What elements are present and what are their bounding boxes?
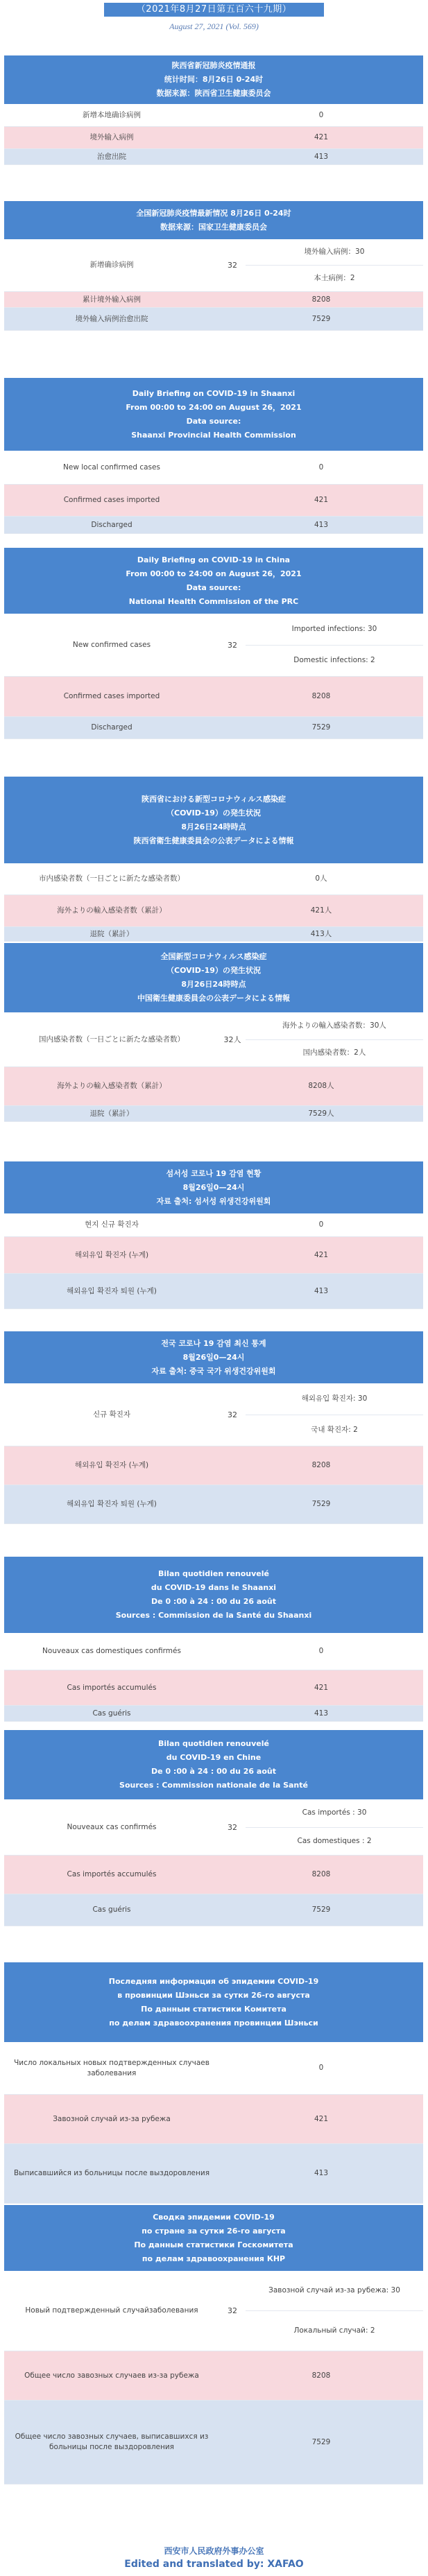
table-row	[4, 104, 423, 127]
fr-shaanxi-title-2: du COVID-19 dans le Shaanxi	[151, 1583, 277, 1592]
table-row	[4, 1485, 423, 1524]
new-cases-total: 32	[228, 640, 237, 650]
row-value: 7529人	[308, 1109, 334, 1118]
footer-org: 西安市人民政府外事办公室	[164, 2546, 264, 2556]
row-label: New confirmed cases	[72, 640, 151, 649]
ko-shaanxi-header	[4, 1161, 423, 1213]
table-row	[4, 1446, 423, 1485]
row-label: Discharged	[91, 723, 132, 732]
row-value: 8208	[311, 692, 331, 700]
new-cases-total: 32人	[223, 1035, 241, 1044]
fr-china-title-1: Bilan quotidien renouvelé	[157, 1739, 270, 1748]
row-label: 海外よりの輸入感染者数（累計）	[57, 1082, 166, 1090]
row-value: 0	[318, 1647, 324, 1655]
en-shaanxi-title-2: From 00:00 to 24:00 on August 26，2021	[126, 402, 302, 412]
new-cases-total: 32	[228, 1822, 237, 1832]
table-row	[4, 717, 423, 739]
ko-china-table	[4, 1331, 423, 1524]
zh-shaanxi-title-3: 数据来源：陕西省卫生健康委员会	[156, 89, 271, 98]
table-row	[4, 1106, 423, 1122]
local-cases: Cas domestiques : 2	[246, 1827, 423, 1856]
en-china-title-4: National Health Commission of the PRC	[128, 596, 299, 606]
row-label: 治愈出院	[97, 152, 126, 161]
table-row	[4, 1633, 423, 1670]
ja-china-header	[4, 943, 423, 1012]
fr-china-title-4: Sources : Commission nationale de la Santé	[119, 1781, 308, 1790]
table-row	[4, 677, 423, 717]
fr-china-title-3: De 0 :00 à 24 : 00 du 26 août	[151, 1767, 276, 1776]
row-label: 市内感染者数（一日ごとに新たな感染者数）	[39, 874, 185, 883]
row-label: Cas importés accumulés	[67, 1683, 157, 1692]
ko-china-header	[4, 1331, 423, 1383]
row-value: 421	[314, 133, 329, 141]
table-row	[4, 2271, 423, 2351]
ko-shaanxi-title-2: 8월26일0—24시	[182, 1182, 245, 1192]
row-value: 413	[314, 2169, 329, 2177]
fr-shaanxi-title-1: Bilan quotidien renouvelé	[157, 1569, 270, 1578]
row-label: 新增本地确诊病例	[83, 110, 141, 119]
row-label: Cas importés accumulés	[67, 1870, 157, 1878]
row-value: 0	[318, 1220, 324, 1229]
zh-shaanxi-table	[4, 55, 423, 165]
en-shaanxi-title-1: Daily Briefing on COVID-19 in Shaanxi	[132, 388, 296, 398]
table-row	[4, 1067, 423, 1106]
en-china-title-3: Data source:	[186, 582, 241, 592]
ja-shaanxi-title-4: 陝西省衛生健康委員会の公表データによる情報	[133, 836, 294, 845]
fr-shaanxi-header	[4, 1557, 423, 1633]
fr-china-title-2: du COVID-19 en Chine	[166, 1753, 262, 1762]
imported-cases: 境外输入病例：30	[304, 248, 365, 256]
table-row	[4, 1706, 423, 1722]
ja-china-title-1: 全国新型コロナウィルス感染症	[160, 952, 267, 961]
new-cases-total: 32	[228, 2306, 237, 2315]
ru-china-title-2: по стране за сутки 26-го августа	[142, 2226, 286, 2236]
ru-shaanxi-table	[4, 1962, 423, 2204]
ru-shaanxi-title-4: по делам здравоохранения провинции Шэньси	[109, 2018, 318, 2028]
row-value: 8208	[311, 2371, 331, 2380]
en-china-header	[4, 548, 423, 614]
ja-shaanxi-table	[4, 777, 423, 942]
table-row	[4, 2042, 423, 2095]
zh-china-header	[4, 201, 423, 239]
row-value: 413	[314, 152, 329, 161]
row-value: 0人	[315, 874, 327, 883]
table-row	[4, 2144, 423, 2204]
table-row	[4, 1670, 423, 1706]
local-cases: Локальный случай: 2	[246, 2310, 423, 2351]
row-value: 421	[314, 2114, 329, 2123]
row-label: Число локальных новых подтвержденных случаев заболевания	[14, 2058, 209, 2077]
new-cases-breakdown	[246, 1799, 423, 1855]
ru-shaanxi-title-3: По данным статистики Комитета	[141, 2004, 286, 2014]
table-row	[4, 1856, 423, 1894]
table-row	[4, 292, 423, 308]
table-row	[4, 2401, 423, 2484]
table-row	[4, 239, 423, 292]
row-label: 海外よりの輸入感染者数（累計）	[57, 906, 166, 915]
row-label: 해외유입 확진자 퇴원 (누계)	[67, 1500, 157, 1508]
footer-credit: Edited and translated by: XAFAO	[124, 2559, 304, 2570]
row-label: Общее число завозных случаев, выписавшихся из больницы после выздоровления	[15, 2432, 209, 2451]
local-cases: 本土病例：2	[246, 265, 423, 291]
table-row	[4, 1799, 423, 1856]
new-cases-total: 32	[228, 261, 237, 270]
table-row	[4, 927, 423, 942]
table-row	[4, 863, 423, 895]
row-label: Общее число завозных случаев из-за рубежа	[24, 2371, 199, 2380]
issue-date-line: August 27, 2021 (Vol. 569)	[169, 21, 259, 31]
row-label: Nouveaux cas domestiques confirmés	[42, 1647, 181, 1655]
row-label: Выписавшийся из больницы после выздоровления	[13, 2169, 210, 2177]
row-value: 421	[314, 1683, 329, 1692]
ko-china-title-3: 자료 출처: 중국 국가 위생건강위원회	[151, 1366, 276, 1376]
row-label: 累计境外输入病例	[83, 295, 141, 304]
ru-china-title-4: по делам здравоохранения КНР	[142, 2254, 286, 2263]
table-row	[4, 308, 423, 331]
row-value: 8208人	[308, 1082, 334, 1090]
fr-china-header	[4, 1730, 423, 1799]
row-label: Confirmed cases imported	[63, 496, 160, 504]
new-cases-breakdown	[246, 2271, 423, 2351]
row-label: Cas guéris	[92, 1905, 131, 1914]
row-value: 7529	[311, 1905, 331, 1914]
en-shaanxi-header	[4, 378, 423, 451]
ko-shaanxi-title-1: 섬서성 코로나 19 감염 현황	[166, 1168, 262, 1178]
en-shaanxi-title-3: Data source:	[186, 416, 241, 426]
en-china-title-2: From 00:00 to 24:00 on August 26，2021	[126, 569, 302, 578]
table-row	[4, 1213, 423, 1237]
zh-shaanxi-header	[4, 55, 423, 104]
imported-cases: 해외유입 확진자: 30	[301, 1394, 368, 1403]
table-row	[4, 1383, 423, 1446]
row-value: 0	[318, 463, 324, 472]
ko-china-title-1: 전국 코로나 19 감염 최신 통계	[161, 1338, 266, 1348]
ja-shaanxi-title-2: （COVID-19）の発生状況	[166, 808, 261, 818]
ru-shaanxi-title-1: Последняя информация об эпидемии COVID-19	[108, 1976, 319, 1986]
row-value: 413人	[310, 929, 332, 938]
ko-shaanxi-table	[4, 1161, 423, 1309]
imported-cases: Завозной случай из-за рубежа: 30	[268, 2286, 400, 2294]
row-label: 현지 신규 확진자	[85, 1220, 139, 1229]
en-shaanxi-title-4: Shaanxi Provincial Health Commission	[131, 430, 296, 440]
row-label: 境外输入病例	[89, 133, 134, 141]
ja-china-title-3: 8月26日24時時点	[181, 980, 246, 989]
table-row	[4, 1012, 423, 1067]
ko-china-title-2: 8월26일0—24시	[182, 1352, 245, 1362]
new-cases-breakdown	[246, 614, 423, 676]
row-label: Confirmed cases imported	[63, 692, 160, 700]
ja-shaanxi-title-3: 8月26日24時時点	[181, 822, 246, 831]
row-value: 421	[314, 496, 329, 504]
ru-china-table	[4, 2205, 423, 2484]
ru-china-title-3: По данным статистики Госкомитета	[134, 2240, 293, 2249]
row-label: 신규 확진자	[92, 1410, 131, 1419]
row-label: New local confirmed cases	[63, 463, 160, 472]
imported-cases: 海外よりの輸入感染者数：30人	[282, 1021, 386, 1030]
row-value: 413	[314, 1709, 329, 1718]
zh-china-table	[4, 201, 423, 331]
row-label: 退院（累計）	[89, 929, 134, 938]
zh-shaanxi-title-2: 统计时间：8月26日 0-24时	[164, 75, 264, 84]
zh-shaanxi-title-1: 陕西省新冠肺炎疫情通报	[171, 61, 256, 70]
row-label: Cas guéris	[92, 1709, 131, 1718]
row-value: 0	[318, 2064, 324, 2072]
row-value: 413	[314, 520, 329, 529]
local-cases: Domestic infections: 2	[246, 645, 423, 677]
row-label: 해외유입 확진자 퇴원 (누계)	[67, 1286, 157, 1295]
row-label: 新增确诊病例	[89, 261, 134, 269]
local-cases: 国内感染者数：2人	[246, 1039, 423, 1067]
ja-shaanxi-title-1: 陝西省における新型コロナウィルス感染症	[141, 794, 286, 804]
fr-china-table	[4, 1730, 423, 1926]
en-china-title-1: Daily Briefing on COVID-19 in China	[137, 555, 291, 564]
imported-cases: Imported infections: 30	[291, 624, 377, 633]
imported-cases: Cas importés : 30	[302, 1808, 367, 1817]
row-label: 해외유입 확진자 (누계)	[74, 1461, 149, 1469]
table-row	[4, 517, 423, 534]
table-row	[4, 485, 423, 517]
row-label: Завозной случай из-за рубежа	[53, 2114, 171, 2123]
row-value: 7529	[311, 723, 331, 732]
table-row	[4, 451, 423, 485]
ja-china-table	[4, 943, 423, 1122]
ru-china-header	[4, 2205, 423, 2271]
ru-china-title-1: Сводка эпидемии COVID-19	[153, 2212, 275, 2222]
row-value: 421人	[310, 906, 332, 915]
ja-china-title-4: 中国衛生健康委員会の公表データによる情報	[137, 994, 290, 1003]
table-row	[4, 1237, 423, 1274]
ja-shaanxi-header	[4, 777, 423, 863]
row-label: 国内感染者数（一日ごとに新たな感染者数）	[39, 1035, 185, 1044]
table-row	[4, 127, 423, 149]
row-value: 7529	[311, 314, 331, 323]
new-cases-breakdown	[246, 1012, 423, 1066]
new-cases-total: 32	[228, 1410, 237, 1419]
fr-shaanxi-title-3: De 0 :00 à 24 : 00 du 26 août	[151, 1597, 276, 1606]
en-shaanxi-table	[4, 378, 423, 534]
table-row	[4, 614, 423, 677]
table-row	[4, 1894, 423, 1926]
row-label: 해외유입 확진자 (누계)	[74, 1250, 149, 1259]
table-row	[4, 895, 423, 927]
row-value: 7529	[311, 2437, 331, 2446]
issue-banner: （2021年8月27日第五百六十九期）	[104, 3, 324, 17]
ru-shaanxi-title-2: в провинции Шэньси за сутки 26-го августа	[117, 1990, 310, 2000]
row-value: 8208	[311, 1461, 331, 1469]
row-value: 8208	[311, 295, 331, 304]
new-cases-breakdown	[246, 239, 423, 291]
row-label: 退院（累計）	[89, 1109, 134, 1118]
ko-shaanxi-title-3: 자료 출처: 섬서성 위생건강위원회	[156, 1196, 271, 1206]
table-row	[4, 1274, 423, 1309]
table-row	[4, 149, 423, 165]
row-value: 8208	[311, 1870, 331, 1878]
table-row	[4, 2351, 423, 2401]
row-value: 413	[314, 1286, 329, 1295]
row-label: Discharged	[91, 520, 132, 529]
fr-shaanxi-table	[4, 1557, 423, 1722]
row-label: 境外输入病例治愈出院	[75, 314, 148, 323]
new-cases-breakdown	[246, 1383, 423, 1446]
zh-china-title-2: 数据来源：国家卫生健康委员会	[160, 222, 267, 232]
row-value: 7529	[311, 1500, 331, 1508]
ja-china-title-2: （COVID-19）の発生状況	[166, 966, 261, 975]
table-row	[4, 2095, 423, 2144]
row-value: 0	[318, 110, 324, 119]
zh-china-title-1: 全国新冠肺炎疫情最新情况 8月26日 0-24时	[136, 208, 291, 218]
row-value: 421	[314, 1250, 329, 1259]
ru-shaanxi-header	[4, 1962, 423, 2042]
fr-shaanxi-title-4: Sources : Commission de la Santé du Shaanxi	[115, 1611, 312, 1620]
en-china-table	[4, 548, 423, 739]
row-label: Новый подтвержденный случайзаболевания	[25, 2306, 198, 2315]
local-cases: 국내 확진자: 2	[246, 1415, 423, 1446]
row-label: Nouveaux cas confirmés	[67, 1822, 157, 1831]
